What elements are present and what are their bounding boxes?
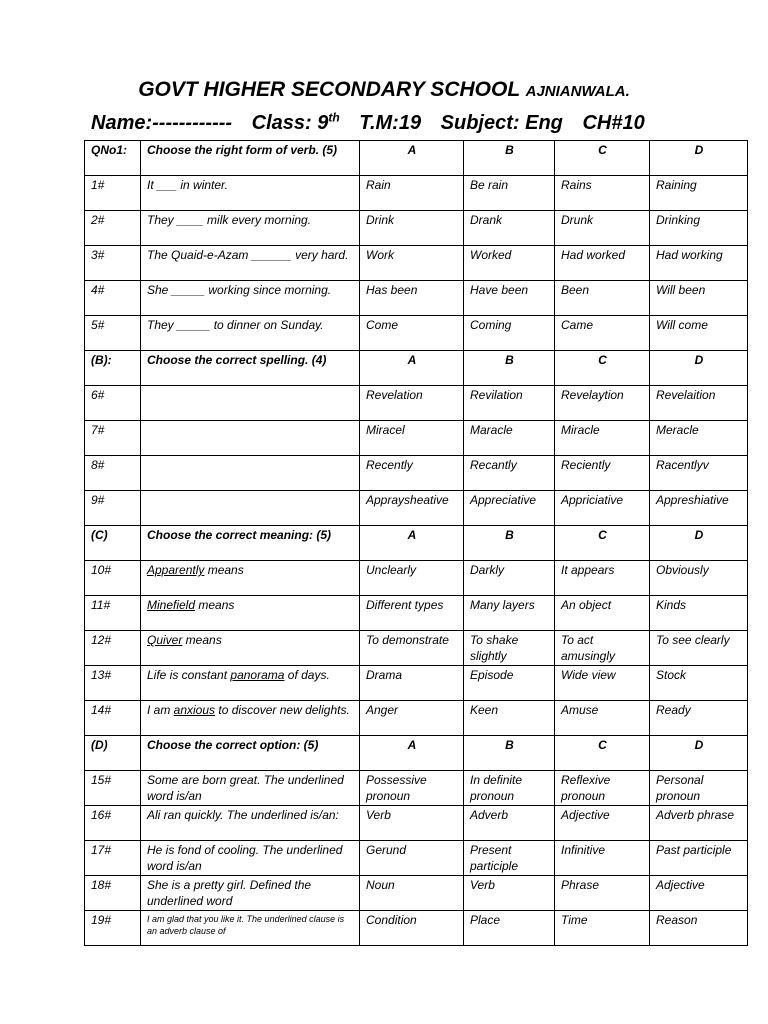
answer-option: Appreshiative bbox=[650, 491, 748, 526]
option-header: A bbox=[360, 736, 464, 771]
answer-option: Different types bbox=[360, 596, 464, 631]
answer-option: Possessive pronoun bbox=[360, 771, 464, 806]
question-row bbox=[85, 386, 748, 421]
section-instruction: Choose the correct option: (5) bbox=[141, 736, 360, 771]
section-label: (D) bbox=[85, 736, 141, 771]
option-header: C bbox=[555, 526, 650, 561]
keyword-underlined: Quiver bbox=[147, 633, 183, 647]
answer-option: Drama bbox=[360, 666, 464, 701]
answer-option: Obviously bbox=[650, 561, 748, 596]
school-place: AJNIANWALA. bbox=[525, 83, 630, 100]
class-info bbox=[252, 112, 340, 134]
answer-option: Coming bbox=[464, 316, 555, 351]
answer-option: Be rain bbox=[464, 176, 555, 211]
answer-option: Drank bbox=[464, 211, 555, 246]
question-row bbox=[85, 876, 748, 911]
answer-option: Personal pronoun bbox=[650, 771, 748, 806]
question-text: They ____ milk every morning. bbox=[141, 211, 360, 246]
question-number: 17# bbox=[85, 841, 141, 876]
answer-option: Unclearly bbox=[360, 561, 464, 596]
answer-option: Reason bbox=[650, 911, 748, 946]
question-number: 11# bbox=[85, 596, 141, 631]
option-header: D bbox=[650, 526, 748, 561]
school-name: GOVT HIGHER SECONDARY SCHOOL bbox=[138, 78, 520, 101]
question-row bbox=[85, 631, 748, 666]
answer-option: Drunk bbox=[555, 211, 650, 246]
keyword-underlined: panorama bbox=[230, 668, 285, 682]
option-header: B bbox=[464, 351, 555, 386]
question-text: They _____ to dinner on Sunday. bbox=[141, 316, 360, 351]
question-row bbox=[85, 596, 748, 631]
question-number: 6# bbox=[85, 386, 141, 421]
keyword-underlined: Minefield bbox=[147, 598, 196, 612]
answer-option: Adjective bbox=[650, 876, 748, 911]
answer-option: Revelation bbox=[360, 386, 464, 421]
option-header: A bbox=[360, 351, 464, 386]
option-header: B bbox=[464, 526, 555, 561]
answer-option: Recently bbox=[360, 456, 464, 491]
answer-option: Reflexive pronoun bbox=[555, 771, 650, 806]
answer-option: To demonstrate bbox=[360, 631, 464, 666]
question-row bbox=[85, 456, 748, 491]
question-number: 18# bbox=[85, 876, 141, 911]
answer-option: Rain bbox=[360, 176, 464, 211]
answer-option: Kinds bbox=[650, 596, 748, 631]
question-number: 19# bbox=[85, 911, 141, 946]
answer-option: Drinking bbox=[650, 211, 748, 246]
question-number: 7# bbox=[85, 421, 141, 456]
question-number: 14# bbox=[85, 701, 141, 736]
question-number: 16# bbox=[85, 806, 141, 841]
question-number: 13# bbox=[85, 666, 141, 701]
option-header: C bbox=[555, 141, 650, 176]
question-number: 12# bbox=[85, 631, 141, 666]
question-text: Apparently means bbox=[141, 561, 360, 596]
school-title bbox=[0, 78, 768, 102]
answer-option: Miracle bbox=[555, 421, 650, 456]
option-header: D bbox=[650, 141, 748, 176]
answer-option: Noun bbox=[360, 876, 464, 911]
answer-option: Rains bbox=[555, 176, 650, 211]
answer-option: Drink bbox=[360, 211, 464, 246]
answer-option: Racentlyv bbox=[650, 456, 748, 491]
answer-option: Infinitive bbox=[555, 841, 650, 876]
answer-option: Will been bbox=[650, 281, 748, 316]
answer-option: Present participle bbox=[464, 841, 555, 876]
answer-option: Appraysheative bbox=[360, 491, 464, 526]
total-marks: T.M:19 bbox=[359, 111, 422, 134]
answer-option: Reciently bbox=[555, 456, 650, 491]
question-row bbox=[85, 281, 748, 316]
section-header-row bbox=[85, 351, 748, 386]
section-instruction: Choose the correct spelling. (4) bbox=[141, 351, 360, 386]
section-label: (B): bbox=[85, 351, 141, 386]
option-header: C bbox=[555, 736, 650, 771]
section-instruction: Choose the right form of verb. (5) bbox=[141, 141, 360, 176]
answer-option: Had worked bbox=[555, 246, 650, 281]
question-number: 10# bbox=[85, 561, 141, 596]
section-header-row bbox=[85, 526, 748, 561]
section-header-row bbox=[85, 736, 748, 771]
answer-option: Keen bbox=[464, 701, 555, 736]
answer-option: Revelaition bbox=[650, 386, 748, 421]
answer-option: Work bbox=[360, 246, 464, 281]
option-header: D bbox=[650, 736, 748, 771]
answer-option: Has been bbox=[360, 281, 464, 316]
answer-option: Adverb phrase bbox=[650, 806, 748, 841]
question-text: Some are born great. The underlined word is/an bbox=[141, 771, 360, 806]
question-row bbox=[85, 421, 748, 456]
answer-option: Had working bbox=[650, 246, 748, 281]
question-number: 1# bbox=[85, 176, 141, 211]
section-label: (C) bbox=[85, 526, 141, 561]
option-header: A bbox=[360, 141, 464, 176]
question-text: Minefield means bbox=[141, 596, 360, 631]
answer-option: Many layers bbox=[464, 596, 555, 631]
section-instruction: Choose the correct meaning: (5) bbox=[141, 526, 360, 561]
answer-option: Recantly bbox=[464, 456, 555, 491]
option-header: B bbox=[464, 736, 555, 771]
class-suffix: th bbox=[328, 110, 340, 124]
question-row bbox=[85, 841, 748, 876]
question-text: Quiver means bbox=[141, 631, 360, 666]
answer-option: To act amusingly bbox=[555, 631, 650, 666]
answer-option: Come bbox=[360, 316, 464, 351]
question-text: She _____ working since morning. bbox=[141, 281, 360, 316]
question-text: It ___ in winter. bbox=[141, 176, 360, 211]
question-row bbox=[85, 701, 748, 736]
subject: Subject: Eng bbox=[440, 111, 563, 134]
answer-option: Revilation bbox=[464, 386, 555, 421]
answer-option: Anger bbox=[360, 701, 464, 736]
question-row bbox=[85, 316, 748, 351]
paper-info bbox=[91, 110, 659, 135]
answer-option: Stock bbox=[650, 666, 748, 701]
answer-option: Time bbox=[555, 911, 650, 946]
question-table bbox=[84, 140, 748, 946]
option-header: A bbox=[360, 526, 464, 561]
answer-option: Condition bbox=[360, 911, 464, 946]
answer-option: Appreciative bbox=[464, 491, 555, 526]
question-number: 4# bbox=[85, 281, 141, 316]
answer-option: Came bbox=[555, 316, 650, 351]
question-row bbox=[85, 911, 748, 946]
keyword-underlined: Apparently bbox=[147, 563, 205, 577]
option-header: C bbox=[555, 351, 650, 386]
answer-option: It appears bbox=[555, 561, 650, 596]
question-text: I am glad that you like it. The underlined clause is an adverb clause of bbox=[141, 911, 360, 946]
question-text: He is fond of cooling. The underlined word is/an bbox=[141, 841, 360, 876]
answer-option: In definite pronoun bbox=[464, 771, 555, 806]
answer-option: Have been bbox=[464, 281, 555, 316]
question-row bbox=[85, 176, 748, 211]
question-number: 2# bbox=[85, 211, 141, 246]
question-number: 9# bbox=[85, 491, 141, 526]
option-header: B bbox=[464, 141, 555, 176]
answer-option: Gerund bbox=[360, 841, 464, 876]
question-text: I am anxious to discover new delights. bbox=[141, 701, 360, 736]
question-text bbox=[141, 456, 360, 491]
answer-option: Episode bbox=[464, 666, 555, 701]
question-text bbox=[141, 421, 360, 456]
question-row bbox=[85, 561, 748, 596]
answer-option: Place bbox=[464, 911, 555, 946]
question-number: 8# bbox=[85, 456, 141, 491]
answer-option: Miracel bbox=[360, 421, 464, 456]
answer-option: Worked bbox=[464, 246, 555, 281]
answer-option: Verb bbox=[360, 806, 464, 841]
answer-option: To shake slightly bbox=[464, 631, 555, 666]
answer-option: Will come bbox=[650, 316, 748, 351]
answer-option: Ready bbox=[650, 701, 748, 736]
question-table-body bbox=[85, 141, 748, 946]
question-text bbox=[141, 386, 360, 421]
answer-option: Appriciative bbox=[555, 491, 650, 526]
keyword-underlined: anxious bbox=[173, 703, 216, 717]
class-label: Class: 9 bbox=[251, 111, 329, 134]
question-row bbox=[85, 491, 748, 526]
question-number: 15# bbox=[85, 771, 141, 806]
answer-option: Adjective bbox=[555, 806, 650, 841]
question-row bbox=[85, 771, 748, 806]
chapter: CH#10 bbox=[582, 111, 645, 134]
answer-option: Revelaytion bbox=[555, 386, 650, 421]
question-row bbox=[85, 211, 748, 246]
answer-option: Verb bbox=[464, 876, 555, 911]
question-text bbox=[141, 491, 360, 526]
question-row bbox=[85, 666, 748, 701]
answer-option: Meracle bbox=[650, 421, 748, 456]
question-number: 3# bbox=[85, 246, 141, 281]
question-row bbox=[85, 246, 748, 281]
answer-option: Past participle bbox=[650, 841, 748, 876]
name-field: Name:------------ bbox=[91, 111, 233, 134]
question-text: She is a pretty girl. Defined the underlined word bbox=[141, 876, 360, 911]
question-text: Life is constant panorama of days. bbox=[141, 666, 360, 701]
answer-option: To see clearly bbox=[650, 631, 748, 666]
answer-option: Been bbox=[555, 281, 650, 316]
answer-option: Raining bbox=[650, 176, 748, 211]
section-header-row bbox=[85, 141, 748, 176]
question-text: The Quaid-e-Azam ______ very hard. bbox=[141, 246, 360, 281]
answer-option: Wide view bbox=[555, 666, 650, 701]
question-row bbox=[85, 806, 748, 841]
answer-option: Maracle bbox=[464, 421, 555, 456]
answer-option: Phrase bbox=[555, 876, 650, 911]
section-label: QNo1: bbox=[85, 141, 141, 176]
answer-option: Darkly bbox=[464, 561, 555, 596]
answer-option: An object bbox=[555, 596, 650, 631]
answer-option: Adverb bbox=[464, 806, 555, 841]
answer-option: Amuse bbox=[555, 701, 650, 736]
question-number: 5# bbox=[85, 316, 141, 351]
question-text: Ali ran quickly. The underlined is/an: bbox=[141, 806, 360, 841]
option-header: D bbox=[650, 351, 748, 386]
